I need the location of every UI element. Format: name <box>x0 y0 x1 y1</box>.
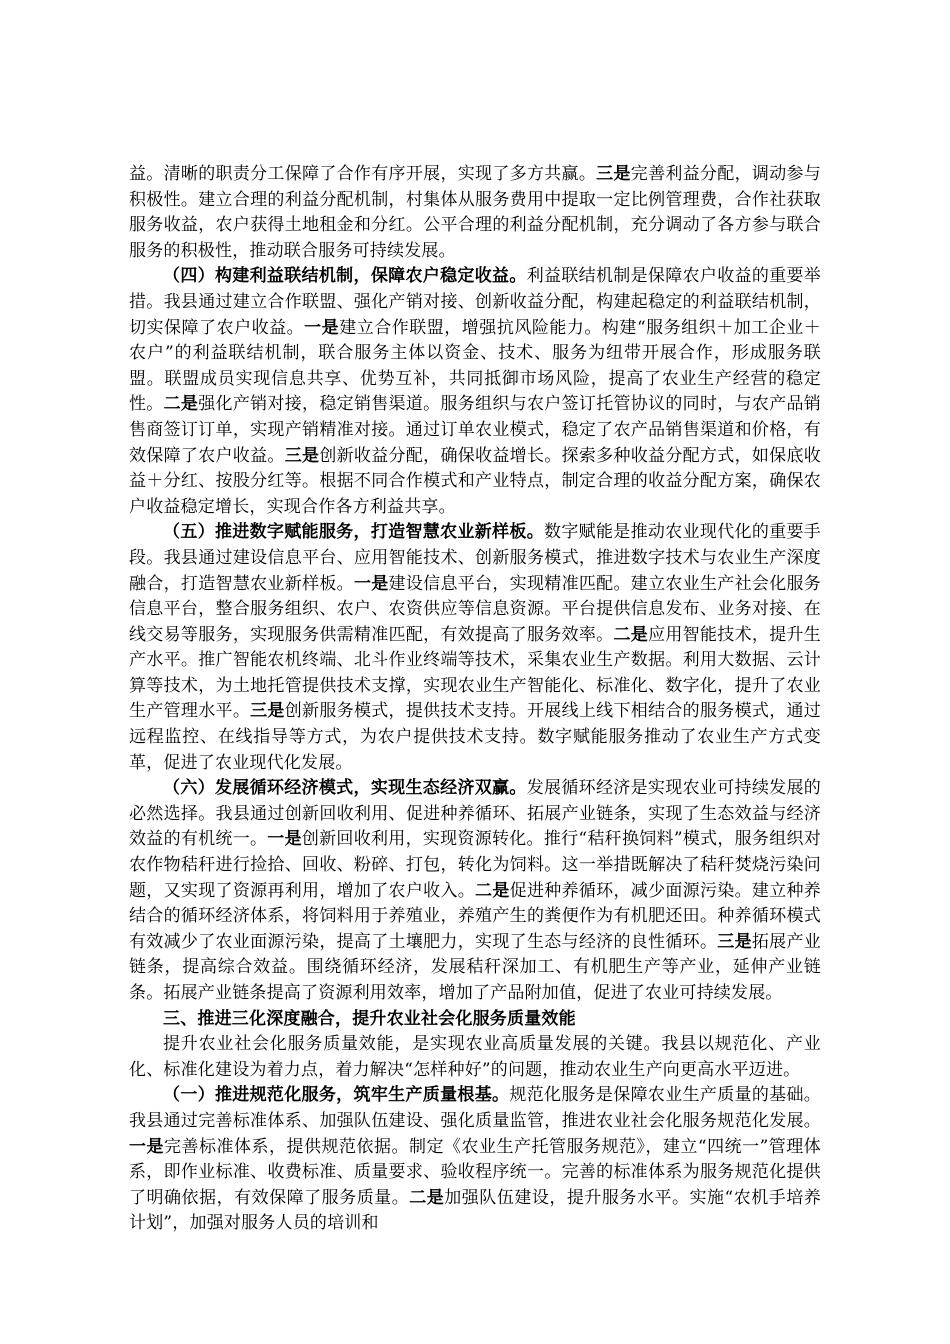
text-run: 创新服务模式，提供技术支持。开展线上线下相结合的服务模式，通过远程监控、在线指导等方式，为农户提供技术支持。数字赋能服务推动了农业生产方式变革，促进了农业现代化发展。 <box>129 701 821 773</box>
section-heading: （一）推进规范化服务，筑牢生产质量根基。 <box>163 1085 510 1106</box>
text-run: 建设信息平台，实现精准匹配。建立农业生产社会化服务信息平台，整合服务组织、农户、农资供应等信息资源。平台提供信息发布、业务对接、在线交易等服务，实现服务供需精准匹配，有效提高了服务效率。 <box>129 573 821 645</box>
bold-run: 二是 <box>613 624 649 645</box>
paragraph-chapter-intro <box>129 1032 821 1083</box>
text-run: 应用智能技术，提升生产水平。推广智能农机终端、北斗作业终端等技术，采集农业生产数据。利用大数据、云计算等技术，为土地托管提供技术支撑，实现农业生产智能化、标准化、数字化，提升了农业生产管理水平。 <box>129 624 821 722</box>
chapter-heading <box>129 1007 821 1033</box>
text-run: 建立合作联盟，增强抗风险能力。构建“服务组织＋加工企业＋农户”的利益联结机制，联合服务主体以资金、技术、服务为纽带开展合作，形成服务联盟。联盟成员实现信息共享、优势互补，共同抵御市场风险，提高了农业生产经营的稳定性。 <box>129 317 821 415</box>
bold-run: 三是 <box>596 164 631 184</box>
text-run: 益。清晰的职责分工保障了合作有序开展，实现了多方共赢。 <box>129 164 597 184</box>
text-run: 规范化服务是保障农业生产质量的基础。我县通过完善标准体系、加强队伍建设、强化质量监管，推进农业社会化服务规范化发展。 <box>129 1085 821 1131</box>
bold-run: 三是 <box>284 445 320 466</box>
bold-run: 二是 <box>409 1187 445 1208</box>
bold-run: 三是 <box>717 931 752 952</box>
paragraph-section-4 <box>129 264 821 520</box>
bold-run: 一是 <box>304 317 340 338</box>
section-heading: （五）推进数字赋能服务，打造智慧农业新样板。 <box>163 522 545 543</box>
section-heading: （四）构建利益联结机制，保障农户稳定收益。 <box>163 266 527 287</box>
text-run: 完善利益分配，调动参与积极性。建立合理的利益分配机制，村集体从服务费用中提取一定比例管理费，合作社获取服务收益，农户获得土地租金和分红。公平合理的利益分配机制，充分调动了各方参与联合服务的积极性，推动联合服务可持续发展。 <box>129 164 822 261</box>
text-run: 创新收益分配，确保收益增长。探索多种收益分配方式，如保底收益＋分红、按股分红等。根据不同合作模式和产业特点，制定合理的收益分配方案，确保农户收益稳定增长，实现合作各方利益共享。 <box>129 445 821 517</box>
bold-run: 一是 <box>267 829 302 850</box>
text-run: 促进种养循环，减少面源污染。建立种养结合的循环经济体系，将饲料用于养殖业，养殖产生的粪便作为有机肥还田。种养循环模式有效减少了农业面源污染，提高了土壤肥力，实现了生态与经济的良性循环。 <box>129 880 821 952</box>
text-run: 拓展产业链条，提高综合效益。围绕循环经济，发展秸秆深加工、有机肥生产等产业，延伸产业链条。拓展产业链条提高了资源利用效率，增加了产品附加值，促进了农业可持续发展。 <box>129 931 821 1003</box>
document-page <box>129 162 821 1237</box>
text-run: 发展循环经济是实现农业可持续发展的必然选择。我县通过创新回收利用、促进种养循环、拓展产业链条，实现了生态效益与经济效益的有机统一。 <box>129 778 822 850</box>
text-run: 利益联结机制是保障农户收益的重要举措。我县通过建立合作联盟、强化产销对接、创新收益分配，构建起稳定的利益联结机制，切实保障了农户收益。 <box>129 266 822 338</box>
paragraph-section-5 <box>129 520 821 776</box>
paragraph-section-6 <box>129 776 821 1006</box>
section-heading: （六）发展循环经济模式，实现生态经济双赢。 <box>163 778 527 799</box>
paragraph-1 <box>129 162 821 264</box>
bold-run: 二是 <box>475 880 510 901</box>
text-run: 完善标准体系，提供规范依据。制定《农业生产托管服务规范》，建立“四统一”管理体系，即作业标准、收费标准、质量要求、验收程序统一。完善的标准体系为服务规范化提供了明确依据，有效保障了服务质量。 <box>129 1136 821 1208</box>
text-run: 加强队伍建设，提升服务水平。实施“农机手培养计划”，加强对服务人员的培训和 <box>129 1187 821 1234</box>
text-run: 数字赋能是推动农业现代化的重要手段。我县通过建设信息平台、应用智能技术、创新服务模式，推进数字技术与农业生产深度融合，打造智慧农业新样板。 <box>129 522 821 594</box>
text-run: 创新回收利用，实现资源转化。推行“秸秆换饲料”模式，服务组织对农作物秸秆进行捡拾、回收、粉碎、打包，转化为饲料。这一举措既解决了秸秆焚烧污染问题，又实现了资源再利用，增加了农户收入。 <box>129 829 821 901</box>
bold-run: 三是 <box>250 701 285 722</box>
bold-run: 一是 <box>129 1136 164 1157</box>
text-run: 提升农业社会化服务质量效能，是实现农业高质量发展的关键。我县以规范化、产业化、标准化建设为着力点，着力解决“怎样种好”的问题，推动农业生产向更高水平迈进。 <box>129 1034 821 1080</box>
bold-run: 二是 <box>163 394 199 415</box>
bold-run: 一是 <box>353 573 389 594</box>
chapter-heading-text: 三、推进三化深度融合，提升农业社会化服务质量效能 <box>163 1008 576 1029</box>
text-run: 强化产销对接，稳定销售渠道。服务组织与农户签订托管协议的同时，与农产品销售商签订订单，实现产销精准对接。通过订单农业模式，稳定了农产品销售渠道和价格，有效保障了农户收益。 <box>129 394 821 466</box>
paragraph-subsection-1 <box>129 1083 821 1237</box>
